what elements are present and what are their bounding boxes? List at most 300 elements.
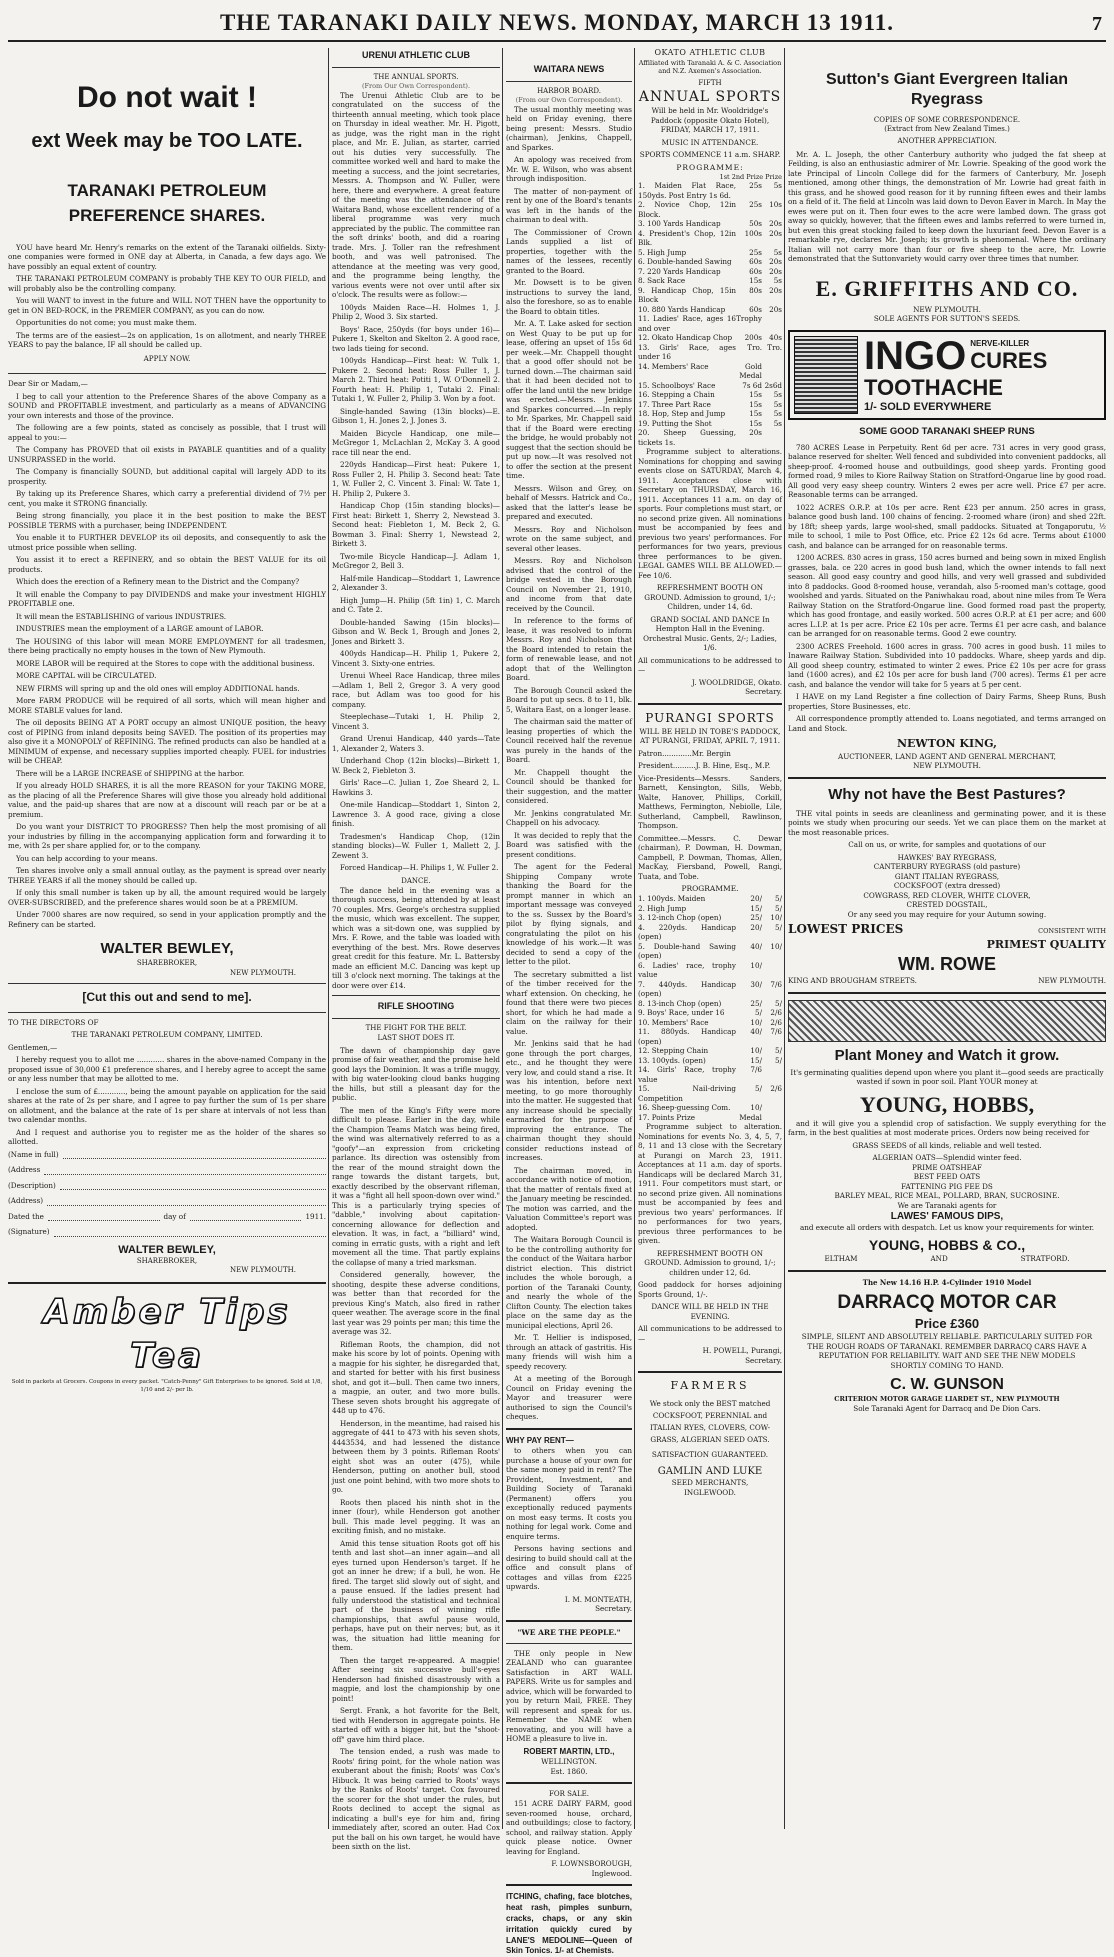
- event-name: 19. Putting the Shot: [638, 418, 712, 428]
- okato-grand-social: GRAND SOCIAL AND DANCE In Hempton Hall in the Evening. Orchestral Music. Gents, 2/-; Ladies, 1/6.: [643, 614, 777, 653]
- programme-row: [638, 1056, 782, 1066]
- programme-row: [638, 400, 782, 410]
- paragraph: Then the target re-appeared. A magpie! After seeing six successive bull's-eyes Henderson had finished disastrously with a magpie, and lost the championship by one point!: [332, 1655, 500, 1703]
- first-prize: 30/: [750, 979, 762, 989]
- paragraph: You can help according to your means.: [16, 853, 158, 863]
- first-prize: Tro.: [747, 342, 762, 352]
- lawes-pre: We are Taranaki agents for: [897, 1200, 997, 1210]
- first-prize: 80s: [749, 285, 762, 295]
- programme-row: [638, 961, 782, 980]
- result: 100yds Handicap—First heat: W. Tulk 1, Pukere 2. Second heat: Ross Fuller 1, J. March 2. Third heat: Potiti 1, W. O'Donnell 2. Fourth heat: H. Philip 1, Tutaki 2. Final: Tutaki 1, W. Fuller 2, Philip 3. Won by a foot.: [332, 356, 500, 404]
- column-petroleum-advert: [8, 48, 326, 1831]
- ingo-illustration-icon: [794, 336, 858, 415]
- event-name: 1. Maiden Flat Race, 150yds. Post Entry 1s 6d.: [638, 181, 736, 200]
- divider: [8, 1282, 326, 1284]
- newton-king: NEWTON KING,: [896, 737, 998, 751]
- event-name: 3. 12-inch Chop (open): [638, 913, 722, 923]
- paragraph: It was decided to reply that the Board was satisfied with the present conditions.: [506, 830, 632, 859]
- paragraph: More FARM PRODUCE will be required of all sorts, which will mean higher and MORE STABLE values for land.: [8, 696, 326, 715]
- second-prize: 5/: [775, 1055, 782, 1065]
- okato-affiliation: Affiliated with Taranaki A. & C. Association and N.Z. Axemen's Association.: [638, 58, 782, 76]
- programme-row: [638, 314, 782, 333]
- programme-row: [638, 343, 782, 362]
- event-name: 2. Novice Chop, 12in Block.: [638, 200, 736, 219]
- divider: [506, 81, 632, 82]
- paragraph: The chairman said the matter of leasing properties of which the Council received half the revenue was purely in the hands of the Board.: [506, 717, 632, 765]
- divider: [332, 1018, 500, 1019]
- column-rule: [784, 48, 785, 1829]
- paragraph: There will be a LARGE INCREASE of SHIPPING at the harbor.: [16, 768, 245, 778]
- list-item: BARLEY MEAL, RICE MEAL, POLLARD, BRAN, SUCROSINE.: [834, 1191, 1060, 1201]
- purangi-communications: All communications to be addressed to—: [638, 1324, 782, 1343]
- heading-urenui: URENUI ATHLETIC CLUB: [362, 50, 470, 60]
- paragraph: The dawn of championship day gave promise of fair weather, and the promise held good lays the Dominion. It was a trifle muggy, with big water-looking cloud banks hugging the hills, but still a pleasant day for the public.: [332, 1045, 500, 1103]
- paragraph: If only this small number is taken up by all, the amount required would be largely OVER-SUBSCRIBED, and the preference shares would soon be at a PREMIUM.: [8, 888, 326, 907]
- first-prize: 25/: [750, 913, 762, 923]
- column-urenui-athletic: [332, 48, 500, 1852]
- purangi-committee: Committee.—Messrs. C. Dewar (chairman), P. Dowman, H. Dowman, Campbell, P. Dowman, Thomas, Allen, MacKay, Fiersband, Powell, Rangi, Tuata, and Tobe.: [638, 833, 782, 881]
- second-prize: 5/: [775, 894, 782, 904]
- signature-field[interactable]: (Signature): [8, 1227, 326, 1237]
- rowe-place: NEW PLYMOUTH.: [1038, 976, 1106, 986]
- paragraph: It will enable the Company to pay DIVIDENDS and make your investment HIGHLY PROFITABLE one.: [8, 589, 326, 609]
- list-item: PRIME OATSHEAF: [911, 1162, 983, 1172]
- first-prize: 10/: [750, 1103, 762, 1113]
- result: Forced Handicap—H. Philips 1, W. Fuller 2.: [340, 863, 499, 873]
- event-name: 7. 220 Yards Handicap: [638, 266, 721, 276]
- sutton-headline: Sutton's Giant Evergreen Italian Ryegrass: [825, 71, 1069, 108]
- first-prize: 20/: [750, 894, 762, 904]
- paragraph: The Company has PROVED that oil exists in PAYABLE quantities and of a quality UNSURPASSED in the world.: [8, 445, 326, 464]
- first-prize: 25s: [749, 181, 762, 191]
- event-name: 17. Three Part Race: [638, 399, 711, 409]
- second-prize: 5s: [773, 181, 782, 191]
- ingo-price: 1/- SOLD EVERYWHERE: [864, 400, 992, 413]
- young-hobbs-stratford: STRATFORD.: [1020, 1254, 1070, 1264]
- event-name: 2. High Jump: [638, 903, 687, 913]
- ingo-nerve-killer: NERVE-KILLER: [970, 339, 1030, 349]
- griffiths-name: E. GRIFFITHS AND CO.: [815, 275, 1079, 301]
- programme-row: [638, 980, 782, 999]
- paragraph: Opportunities do not come; you must make them.: [16, 318, 197, 328]
- event-name: 13. 100yds. (open): [638, 1055, 706, 1065]
- purangi-notes: Programme subject to alteration. Nominations for events No. 3, 4, 5, 7, 8, 11 and 13 close with the Secretary at Purangi on March 23, 1911. Acceptances at 11 a.m. day of sports. Handicaps will be declared March 31, 1911. Four competitors must start, or no second prize given. All nominations must be accompanied by fees and previous two years' performances. If no performances for two years, previous three performances to be given.: [638, 1122, 782, 1246]
- robert-martin-city: WELLINGTON.: [541, 1757, 597, 1767]
- event-name: 12. Stepping Chain: [638, 1046, 709, 1056]
- result: 100yds Maiden Race—H. Holmes 1, J. Philip 2, Wood 3. Six started.: [332, 302, 500, 322]
- form-company: THE TARANAKI PETROLEUM COMPANY, LIMITED.: [71, 1030, 263, 1040]
- paragraph: The terms are of the easiest—2s on application, 1s on allotment, and nearly THREE YEARS to pay the balance, IF all should be called up.: [8, 330, 326, 350]
- divider: [506, 1782, 632, 1784]
- paragraph: THE vital points in seeds are cleanliness and germinating power, and it is these points we study when procuring our seeds. Yet we can place them on the market at the most reasonable prices.: [788, 808, 1106, 837]
- second-prize: [762, 1113, 782, 1123]
- divider: [8, 1012, 326, 1013]
- first-prize: 5/: [755, 1008, 762, 1018]
- second-prize: 20s: [769, 228, 782, 238]
- paragraph: The Commissioner of Crown Lands supplied a list of properties, together with the names of the lessees, recently granted to the Board.: [506, 227, 632, 275]
- programme-row: [638, 257, 782, 267]
- signature-name: WALTER BEWLEY,: [100, 940, 234, 958]
- first-prize: 15s: [749, 390, 762, 400]
- event-name: 8. Sack Race: [638, 276, 686, 286]
- gunson-address: CRITERION MOTOR GARAGE LIARDET ST., NEW PLYMOUTH: [834, 1395, 1060, 1404]
- heading-waitara-news: WAITARA NEWS: [533, 64, 605, 74]
- event-name: 20. Sheep Guessing, tickets 1s.: [638, 428, 736, 447]
- list-item: COWGRASS, RED CLOVER, WHITE CLOVER,: [863, 890, 1031, 900]
- amber-tips-tea-logo: Amber Tips Tea: [43, 1291, 291, 1377]
- address-field-2[interactable]: (Address): [8, 1196, 326, 1206]
- event-name: 16. Stepping a Chain: [638, 390, 715, 400]
- paragraph: Messrs. Wilson and Grey, on behalf of Messrs. Hatrick and Co., asked that the latter's lease be prepared and executed.: [506, 483, 632, 522]
- sale-place: Inglewood.: [591, 1868, 632, 1878]
- first-prize: 60s: [749, 304, 762, 314]
- programme-row: [638, 248, 782, 258]
- apply-now: APPLY NOW.: [143, 353, 191, 363]
- sale-signature: F. LOWNSBOROUGH,: [551, 1859, 632, 1869]
- subheading: THE ANNUAL SPORTS.: [373, 72, 459, 81]
- first-prize: 15s: [749, 276, 762, 286]
- programme-row: [638, 1103, 782, 1113]
- programme-row: [638, 305, 782, 315]
- list-item: CRESTED DOGSTAIL,: [906, 900, 988, 910]
- paragraph: The tension ended, a rush was made to Roots' firing point, for the whole nation was exuberant about the finish; Roots' was Cox's Hibuck. It was being carried to Roots' ways by the Ranks of Roots' target. Cox favoured the scorer for the shot under the rules, but Roots declined to accept the signal as indicating a bull's eye for him and, firing immediately after, scored an outer. Had Cox put the ball on his own target, he would have been sixth on the list.: [332, 1747, 500, 1852]
- paragraph: The usual monthly meeting was held on Friday evening, there being present: Messrs. Studio (chairman), Jenkins, Chappell, and Sparkes.: [506, 104, 632, 152]
- list-item: FATTENING PIG FEE DS: [901, 1181, 993, 1191]
- divider: [506, 1884, 632, 1886]
- second-prize: 5s: [773, 418, 782, 428]
- address-field[interactable]: (Address: [8, 1165, 326, 1175]
- ingo-cures: CURES: [970, 348, 1048, 373]
- list-item: ALGERIAN OATS—Splendid winter feed.: [872, 1153, 1022, 1163]
- event-name: 18. Hop, Step and Jump: [638, 409, 726, 419]
- ingo-brand: INGO: [864, 333, 967, 378]
- coins-illustration-icon: [788, 1000, 1106, 1042]
- paragraph: Being strong financially, you place it in the best position to make the BEST POSSIBLE TERMS with a purchaser, being INDEPENDENT.: [8, 511, 326, 530]
- okato-secretary-name: J. WOOLDRIDGE, Okato.: [691, 677, 782, 687]
- paragraph: I beg to call your attention to the Preference Shares of the above Company as a SOUND and PROFITABLE investment, and particularly as a means of ADVANCING your own interests and those of the province.: [8, 391, 326, 420]
- first-prize: 7s 6d: [742, 380, 762, 390]
- byline: (From Our Own Correspondent).: [361, 82, 471, 91]
- paragraph: Sergt. Frank, a hot favorite for the Belt, tied with Henderson in aggregate points. He started off with a bigger hit, but the "shoot-off" gave him third place.: [332, 1706, 500, 1744]
- byline: (From our Own Correspondent).: [515, 96, 623, 105]
- paragraph: Mr. Jenkins congratulated Mr. Chappell on his advocacy.: [506, 808, 632, 828]
- divider: [506, 1643, 632, 1644]
- second-prize: [762, 961, 782, 980]
- sheep-run-1200: 1200 ACRES. 830 acres in grass, 150 acres burned and being sown in mixed English grasses, bala. ce 220 acres in good bush land, which the owner intends to fall next season. All good easy country and good hills, and very well grassed and subdivided into 8 paddocks. Good 8-roomed house, verandah, also 5-roomed man's cottage, good woolshed and yards. Situated on the Paniwhakau road, about nine miles from Te Wera Railway Station on the Stratford-Ongarue line. Good formed road past the property, which has good frontage, and easily worked. 500 acres O.R.P. at £1 per acre; and 600 acres L.I.P. at 1s per acre. Price £2 10s per acre. Terms £1 per acre cash, and balance can be arranged for on reasonable terms. Good 2 ewe country.: [788, 553, 1106, 639]
- paragraph: Mr. Chappell thought the Council should be thanked for their suggestion, and the matter considered.: [506, 767, 632, 806]
- headline-next-week: ext Week may be TOO LATE.: [31, 129, 303, 152]
- second-prize: 5/: [775, 1046, 782, 1056]
- programme-row: [638, 904, 782, 914]
- darracq-price: Price £360: [914, 1316, 980, 1332]
- first-prize: 15/: [750, 903, 762, 913]
- column-waitara-news: [506, 48, 632, 1956]
- subheading-dance: DANCE.: [401, 876, 431, 885]
- paragraph: Under 7000 shares are now required, so send in your application promptly and the Refinery can be started.: [8, 910, 326, 929]
- feed-list: [788, 1153, 1106, 1201]
- farmers-stock: We stock only the BEST matched COCKSFOOT, PERENNIAL and ITALIAN RYES, CLOVERS, COW-GRASS, ALGERIAN SEED OATS.: [649, 1398, 771, 1445]
- young-hobbs-logo: YOUNG, HOBBS,: [859, 1091, 1035, 1117]
- purangi-events-list: [638, 894, 782, 1122]
- amber-tips-subtext: Sold in packets at Grocers. Coupons in every packet. "Catch-Penny" Gift Enterprises to be ignored. Sold at 1/8, 1/10 and 2/- per lb.: [11, 1379, 323, 1393]
- correspondence: All correspondence promptly attended to. Loans negotiated, and terms arranged on Land and Stock.: [788, 714, 1106, 733]
- divider: [332, 67, 500, 68]
- paragraph: THE TARANAKI PETROLEUM COMPANY is probably THE KEY TO OUR FIELD, and will probably also be the controlling company.: [8, 274, 326, 293]
- purangi-patron: Patron.............Mr. Bergin: [638, 748, 731, 758]
- programme-row: [638, 942, 782, 961]
- programme-row: [638, 428, 782, 447]
- okato-annual-sports: ANNUAL SPORTS: [638, 88, 782, 105]
- paragraph: You assist it to erect a REFINERY, and so obtain the BEST VALUE for its oil products.: [8, 555, 326, 574]
- darracq-pre: The New 14.16 H.P. 4-Cylinder 1910 Model: [862, 1277, 1032, 1287]
- divider: [506, 1428, 632, 1430]
- second-prize: Tro.: [767, 342, 782, 352]
- paragraph: By taking up its Preference Shares, which carry a preferential dividend of 7½ per cent, you make it STRONG financially.: [8, 489, 326, 508]
- column-rule: [328, 48, 329, 1829]
- okato-commence: SPORTS COMMENCE 11 a.m. SHARP.: [639, 150, 781, 160]
- programme-row: [638, 1065, 782, 1084]
- primest-quality: PRIMEST QUALITY: [986, 938, 1106, 952]
- result: Tradesmen's Handicap Chop, (12in standing blocks)—W. Fuller 1, Mallett 2, J. Zewent 3.: [332, 831, 500, 860]
- heading-why-pay-rent: WHY PAY RENT—: [506, 1435, 574, 1445]
- event-name: 10. Members' Race: [638, 1017, 709, 1027]
- purangi-subheading: WILL BE HELD IN TOBE'S PADDOCK, AT PURANGI, FRIDAY, APRIL 7, 1911.: [639, 726, 781, 746]
- heading-for-sale: FOR SALE.: [549, 1790, 589, 1799]
- okato-events-list: [638, 181, 782, 447]
- programme-row: [638, 999, 782, 1009]
- purangi-dance: DANCE WILL BE HELD IN THE EVENING.: [651, 1302, 769, 1321]
- paragraph: Mr. Jenkins said that he had gone through the port charges, etc., and he thought they were very low, and could stand a rise. It was his intention, before next meeting, to go more thoroughly into the matter. He suggested that any increase should be specially earmarked for the purpose of improving the entrance. The chairman thought they should consider reductions instead of increases.: [506, 1039, 632, 1163]
- event-name: 13. Girls' Race, ages under 16: [638, 342, 736, 362]
- first-prize: 7/6: [750, 1065, 762, 1075]
- divider: [788, 992, 1106, 994]
- result: Boys' Race, 250yds (for boys under 16)—Pukere 1, Skelton and Skelton 2. A good race, two lads tieing for second.: [332, 324, 500, 353]
- second-prize: 5s: [773, 399, 782, 409]
- event-name: 6. Ladies' race, trophy value: [638, 960, 736, 980]
- sutton-body: Mr. A. L. Joseph, the other Canterbury authority who judged the fat sheep at Feilding, is also an enthusiastic admirer of Mr. Lowrie. Speaking of the good work the late Principal of Lincoln College did for the farmers of Canterbury, Mr. Joseph mentioned, among other things, the demonstration of Mr. Lowrie had great faith in this grass, and he showed good reason for it by running fifteen ewes and their lambs on a field of it. The field at Lincoln was laid down to Devon Eaver in March. In May the ewes were put on it. Then four ewes to the acre were lambed down. The grass got away so quickly, however, that the fifteen ewes and lambs referred to were turned in, but even this great stocking failed to keep down the luxuriant feed. Devon Eaver is a remarkable rye, declares Mr. Joseph; its growth is phenomenal. Where the ordinary Italian will not carry more than four or five sheep to the acre, Mr. Lowrie demonstrated that the Suttonvariety would carry over three times that number.: [788, 149, 1106, 264]
- second-prize: 5/: [775, 922, 782, 932]
- okato-notes: Programme subject to alterations. Nominations for chopping and sawing events close on SATURDAY, March 4, 1911. Acceptances close with Secretary on THURSDAY, March 16, 1911. Acceptances 11 a.m. on day of sports. Four completions must start, or no second prize given. All nominations must be accompanied by fees and previous two years' performances. For performances for two years, previous three performances to be given. LEGAL GAMES WILL BE ALLOWED.—Fee 10/6.: [638, 447, 782, 580]
- divider: [8, 373, 326, 374]
- darracq-body: SIMPLE, SILENT AND ABSOLUTELY RELIABLE. PARTICULARLY SUITED FOR THE ROUGH ROADS OF TARANAKI. REMEMBER DARRACQ CARS HAVE A REPUTATION FOR RELIABILITY. WAIT AND SEE THE NEW MODELS SHORTLY COMING TO HAND.: [801, 1332, 1093, 1370]
- divider: [506, 1620, 632, 1622]
- form-addressee: TO THE DIRECTORS OF: [8, 1017, 99, 1027]
- divider: [8, 983, 326, 984]
- event-name: 4. 220yds. Handicap (open): [638, 922, 736, 942]
- first-prize: Gold Medal: [739, 361, 762, 381]
- paragraph: It's germinating qualities depend upon where you plant it—good seeds are practically wasted if sown in poor soil. Plant YOUR money at: [790, 1067, 1104, 1087]
- okato-held: Will be held in Mr. Wooldridge's Paddock (opposite Okato Hotel), FRIDAY, MARCH 17, 1911.: [650, 106, 770, 135]
- event-name: 1. 100yds. Maiden: [638, 894, 706, 904]
- list-item: CANTERBURY RYEGRASS (old pasture): [873, 862, 1021, 872]
- page-number: 7: [1092, 13, 1102, 35]
- paragraph: The dance held in the evening was a thorough success, being attended by at least 70 couples. Mrs. George's orchestra supplied the music, which was excellent. The supper, which was a sit-down one, was supplied by Mrs. F. Rowe, and the table was loaded with everything of the best. Mrs. Rowe deserves great credit for this feature. Mr. L. Battersby made an efficient M.C. Dancing was kept up till 3 o'clock next morning. The takings at the door were over £14.: [332, 885, 500, 990]
- result: Single-handed Sawing (13in blocks)—E. Gibson 1, H. Jones 2, J. Jones 3.: [332, 406, 500, 426]
- programme-row: [638, 923, 782, 942]
- result: Girls' Race—C. Julian 1, Zoe Sheard 2, L. Hawkins 3.: [332, 778, 500, 797]
- second-prize: [762, 314, 782, 333]
- second-prize: 5s: [773, 276, 782, 286]
- dated-field[interactable]: Dated the day of 1911.: [8, 1211, 327, 1221]
- robert-martin-est: Est. 1860.: [550, 1766, 588, 1776]
- paragraph: Amid this tense situation Roots got off his tenth and last shot—an inner again—and all eyes turned upon Henderson's target. If he got an inner he drew; if a bull, he won. He fired. The target slid slowly out of sight, and a pause ensued. If the ladies present had fully understood the statistical and technical part of the business of winning rifle championships, that awful pause would, perhaps, have put on their nerves; but, as it was, the situation had little meaning for them.: [332, 1538, 500, 1653]
- second-prize: [762, 362, 782, 381]
- paragraph: The secretary submitted a list of the timber received for the wharf extension. On checking, he found that there were two pieces short, for which he had made a claim on the railway for their value.: [506, 969, 632, 1036]
- ingo-advert: [788, 330, 1106, 421]
- paragraph: Mr. T. Hellier is indisposed, through an attack of gastritis. His many friends will wish him a speedy recovery.: [506, 1333, 632, 1371]
- result: High Jump—H. Philip (5ft 1in) 1, C. March and C. Tate 2.: [332, 595, 500, 615]
- first-prize: 20/: [750, 922, 762, 932]
- first-prize: 40/: [750, 1027, 762, 1037]
- paragraph: The HOUSING of this labor will mean MORE EMPLOYMENT for all tradesmen, there being practically no empty houses in the town of New Plymouth.: [8, 636, 326, 656]
- paragraph: Roots then placed his ninth shot in the inner (four), while Henderson got another bull. This made level pegging. It was an exciting finish, and no mistake.: [332, 1497, 500, 1536]
- description-field[interactable]: (Description): [8, 1181, 326, 1191]
- newton-king-place: NEW PLYMOUTH.: [913, 761, 981, 771]
- divider: [788, 777, 1106, 779]
- result: 400yds Handicap—H. Philip 1, Pukere 2, Vincent 3. Sixty-one entries.: [332, 649, 500, 668]
- event-name: 5. Double-hand Sawing (open): [638, 941, 736, 961]
- purangi-programme-heading: PROGRAMME.: [681, 884, 739, 894]
- signature-role: SHAREBROKER,: [136, 959, 198, 968]
- programme-row: [638, 219, 782, 229]
- programme-row: [638, 390, 782, 400]
- result: Maiden Bicycle Handicap, one mile—McGregor 1, McLachlan 2, McKay 3. A good race till near the end.: [332, 428, 500, 457]
- lowest-prices: LOWEST PRICES: [788, 922, 904, 937]
- griffiths-place: NEW PLYMOUTH.: [913, 304, 981, 314]
- paragraph: If you already HOLD SHARES, it is all the more REASON for your TAKING MORE, as the placing of all the Preference Shares will give those you already hold additional value, and the paid-up shares that are now at a discount will reach par or be at a premium.: [8, 781, 326, 819]
- divider: [332, 995, 500, 996]
- paragraph: In reference to the forms of lease, it was resolved to inform Messrs. Roy and Nicholson that the Board intended to retain the form of renewable lease, and not adopt that of the Wellington Board.: [506, 616, 632, 683]
- first-prize: 100s: [744, 228, 762, 238]
- column-advertisements: [788, 48, 1106, 1831]
- first-prize: 10/: [750, 1017, 762, 1027]
- cut-out-notice: [Cut this out and send to me].: [82, 989, 252, 1004]
- paragraph: Messrs. Roy and Nicholson wrote on the same subject, and several other leases.: [506, 524, 632, 553]
- first-prize: 10/: [750, 1046, 762, 1056]
- young-hobbs-and: AND: [930, 1254, 948, 1264]
- signature-role-2: SHAREBROKER,: [136, 1257, 198, 1266]
- result: Handicap Chop (15in standing blocks)—First heat: Birkett 1, Sherry 2, Newstead 3. Second heat: Fiebleton 1, M. Beck 2, G. Bowman 3. Final: Sherry 1, Newstead 2, Birkett 3.: [332, 501, 500, 549]
- paragraph: GRASS SEEDS of all kinds, reliable and well tested.: [852, 1140, 1042, 1150]
- plant-money-heading: Plant Money and Watch it grow.: [834, 1046, 1060, 1064]
- second-prize: 2s6d: [764, 380, 782, 390]
- second-prize: 20s: [769, 266, 782, 276]
- event-name: 9. Handicap Chop, 15in Block: [638, 285, 736, 305]
- event-name: 14. Members' Race: [638, 361, 709, 371]
- headline-do-not-wait: Do not wait !: [77, 81, 257, 114]
- okato-secretary-role: Secretary.: [745, 687, 782, 697]
- second-prize: 20s: [769, 219, 782, 229]
- signature-place-2: NEW PLYMOUTH.: [230, 1266, 296, 1275]
- divider: [788, 1270, 1106, 1272]
- second-prize: 20s: [769, 257, 782, 267]
- sutton-another: ANOTHER APPRECIATION.: [897, 137, 997, 146]
- event-name: 6. Double-handed Sawing: [638, 257, 732, 267]
- paragraph: THE only people in New ZEALAND who can guarantee Satisfaction in ART WALL PAPERS. Write us for samples and advice, which will be forwarded to you by return Mail, FREE. They will represent and speak for us. Remember the NAME when renovating, and you will have a HOME a pleasure to live in.: [506, 1648, 632, 1744]
- second-prize: 5s: [773, 409, 782, 419]
- event-name: 8. 13-inch Chop (open): [638, 998, 722, 1008]
- young-hobbs-eltham: ELTHAM: [824, 1254, 858, 1264]
- result: Half-mile Handicap—Stoddart 1, Lawrence 2, Alexander 3.: [332, 573, 500, 593]
- list-item: GIANT ITALIAN RYEGRASS,: [894, 871, 1000, 881]
- programme-row: [638, 1113, 782, 1123]
- paragraph: Or any seed you may require for your Autumn sowing.: [847, 909, 1047, 919]
- programme-row: [638, 1027, 782, 1046]
- paragraph: NEW FIRMS will spring up and the old ones will employ ADDITIONAL hands.: [16, 683, 300, 693]
- paragraph: Mr. A. T. Lake asked for section on West Quay to be put up for lease, offering an upset of 15s 6d per week.—Mr. Chappell thought that a good offer should not be turned down.—The chairman said that it had been decided not to offer the land until the new bridge was erected.—Messrs. Jenkins and Sparkes concurred.—In reply to Mr. Sparkes, Mr. Chappell said that if the Board were erecting the bridge, he would probably not suggest that the section should be put up now.—It was resolved not to offer the section at the present time.: [506, 319, 632, 481]
- second-prize: 2/6: [770, 1008, 782, 1018]
- purangi-sports-heading: PURANGI SPORTS: [645, 710, 775, 725]
- divider: [638, 703, 782, 705]
- programme-row: [638, 200, 782, 219]
- second-prize: 5/: [775, 998, 782, 1008]
- masthead-title: THE TARANAKI DAILY NEWS. MONDAY, MARCH 13 1911.: [219, 10, 895, 35]
- okato-refreshment: REFRESHMENT BOOTH ON GROUND. Admission to ground, 1/-; Children, under 14, 6d.: [644, 583, 776, 612]
- paragraph: The Waitara Borough Council is to be the controlling authority for the conduct of the Waitara harbor district election. This district includes the whole borough, a portion of the Taranaki County, and nearly the whole of the Clifton County. The election takes place on the same day as the municipal elections, April 26.: [506, 1235, 632, 1330]
- subheading: THE FIGHT FOR THE BELT.: [365, 1024, 467, 1033]
- result: One-mile Handicap—Stoddart 1, Sinton 2, Lawrence 3. A good race, giving a close finish.: [332, 800, 500, 829]
- sheep-run-2300: 2300 ACRES Freehold. 1600 acres in grass. 700 acres in good bush. 11 miles to Inaware Railway Station. Subdivided into 10 paddocks. Whare, sheep yards and dip. All good sheep country, estimated to winter 2 ewes. Price £2 10s per acre for grass land (1600 acres), and £2 10s per acre for bush land (700 acres). Terms £1 per acre cash, and balance the vendor will take for 5 years at 5 per cent.: [788, 641, 1106, 689]
- paragraph: Which does the erection of a Refinery mean to the District and the Company?: [16, 577, 300, 587]
- programme-row: [638, 286, 782, 305]
- rowe-address: KING AND BROUGHAM STREETS.: [788, 976, 917, 986]
- divider: [638, 1371, 782, 1373]
- paragraph: Mr. Dowsett is to be given instructions to survey the land, also the foreshore, so as to enable the Board to obtain titles.: [506, 278, 632, 316]
- paragraph: INDUSTRIES mean the employment of a LARGE amount of LABOR.: [16, 624, 264, 634]
- paragraph: The Company is financially SOUND, but additional capital will largely ADD to its prosperity.: [8, 467, 326, 486]
- masthead: [8, 6, 1106, 42]
- first-prize: Trophy: [736, 314, 762, 324]
- second-prize: [762, 1103, 782, 1113]
- paragraph: Considered generally, however, the shooting, despite these adverse conditions, was better than that recorded for the previous King's Match, also fired in rather queer weather. The average score in the final last year was 29 points per man; this time the average was 32.: [332, 1270, 500, 1337]
- column-rule: [502, 48, 503, 1829]
- programme-row: [638, 276, 782, 286]
- result: Steeplechase—Tutaki 1, H. Philip 2, Vincent 3.: [332, 712, 500, 731]
- paragraph: You enable it to FURTHER DEVELOP its oil deposits, and consequently to ask the utmost price possible when selling.: [8, 533, 326, 552]
- event-name: 7. 440yds. Handicap (open): [638, 979, 736, 999]
- first-prize: 15s: [749, 418, 762, 428]
- list-item: COCKSFOOT (extra dressed): [893, 881, 1001, 891]
- heading-we-are-the-people: "WE ARE THE PEOPLE.": [517, 1627, 621, 1637]
- first-prize: 20s: [749, 428, 762, 438]
- event-name: 12. Okato Handicap Chop: [638, 333, 733, 343]
- programme-row: [638, 419, 782, 429]
- purangi-refreshment: REFRESHMENT BOOTH ON GROUND. Admission to ground, 1/-; children under 12, 6d.: [644, 1248, 776, 1277]
- result: Underhand Chop (12in blocks)—Birkett 1, W. Beck 2, Fiebleton 3.: [332, 756, 500, 775]
- paragraph: to others when you can purchase a house of your own for the same money paid in rent? The Provident, Investment, and Building Society of Taranaki (Permanent) offers you exceptionally reduced payments on most easy terms. It costs you nothing for legal work. Come and enquire terms.: [506, 1446, 632, 1541]
- okato-prize-header: 1st 2nd Prize Prize: [719, 172, 782, 181]
- ingo-toothache: TOOTHACHE: [864, 374, 1003, 400]
- itching-advert: ITCHING, chafing, face blotches, heat rash, pimples sunburn, cracks, chaps, or any skin irritation quickly cured by LANE'S MEDOLINE—Queen of Skin Tonics. 1/- at Chemists.: [506, 1892, 632, 1956]
- paragraph: Ten shares involve only a small annual outlay, as the payment is spread over nearly THREE YEARS if all the money should be called up.: [8, 866, 326, 885]
- programme-row: [638, 333, 782, 343]
- purangi-grazing: Good paddock for horses adjoining Sports Ground, 1/-.: [638, 1280, 782, 1299]
- second-prize: [762, 1065, 782, 1084]
- sutton-extract: (Extract from New Zealand Times.): [884, 125, 1010, 134]
- programme-row: [638, 1008, 782, 1018]
- sheep-run-780: 780 ACRES Lease in Perpetuity. Rent 6d per acre. 731 acres in very good grass, balance reserved for shelter. Well fenced and subdivided into convenient paddocks, all sheep-proof. 4-roomed house and outbuildings, good sheep yards. Fronting good formed road, 9 miles to Kiore Railway Station on Stratford-Ongarue line by good road. All good very easy sheep country. Winters 2 ewes per acre well. Price £7 per acre. Reasonable terms can be arranged.: [788, 442, 1106, 500]
- newton-king-sub: AUCTIONEER, LAND AGENT AND GENERAL MERCHANT,: [838, 751, 1056, 761]
- second-prize: 2/6: [770, 1017, 782, 1027]
- list-item: HAWKES' BAY RYEGRASS,: [897, 852, 997, 862]
- griffiths-sub: SOLE AGENTS FOR SUTTON'S SEEDS.: [873, 314, 1021, 324]
- second-prize: 10s: [769, 200, 782, 210]
- form-paragraph: And I request and authorise you to register me as the holder of the shares so allotted.: [8, 1127, 326, 1147]
- first-prize: 15s: [749, 399, 762, 409]
- name-field[interactable]: (Name in full): [8, 1150, 326, 1160]
- second-prize: 2/6: [770, 1084, 782, 1094]
- paragraph: The following are a few points, stated as concisely as possible, that I trust will appeal to you:—: [8, 423, 326, 442]
